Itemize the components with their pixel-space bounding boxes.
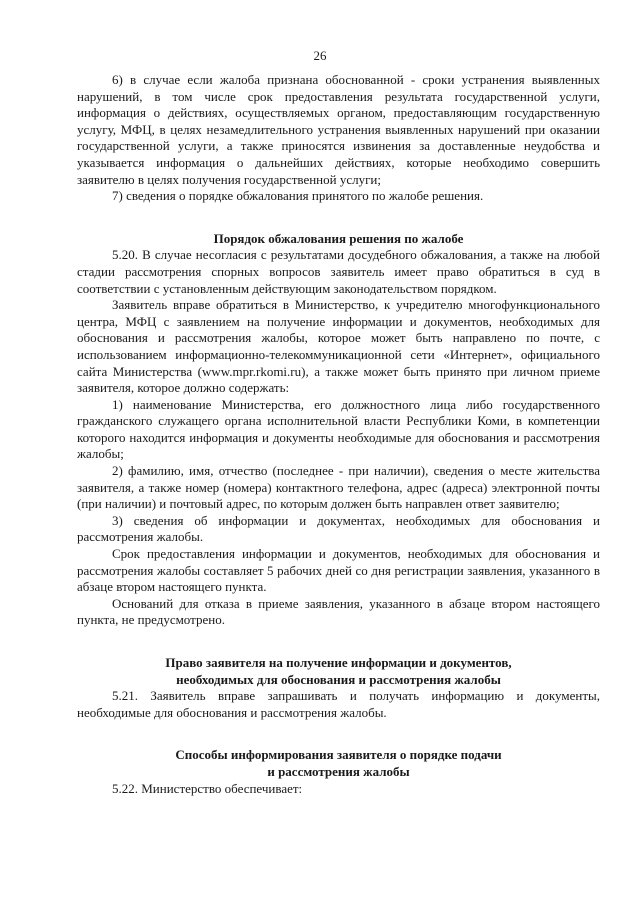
section-heading-line: необходимых для обоснования и рассмотрения жалобы: [176, 671, 501, 687]
paragraph: 2) фамилию, имя, отчество (последнее - при наличии), сведения о месте жительства заявителя, а также номер (номера) контактного телефона, адрес (адреса) электронной почты (при наличии) и почтовый адрес, по которым должен быть направлен ответ заявителю;: [77, 463, 600, 512]
page-number: 26: [313, 48, 327, 63]
paragraph: 6) в случае если жалоба признана обоснованной - сроки устранения выявленных нарушений, в том числе срок предоставления результата государственной услуги, информация о действиях, осуществляемых органом, предоставляющим государственную услугу, МФЦ, в целях незамедлительного устранения выявленных нарушений при оказании государственной услуги, а также приносятся извинения за доставленные неудобства и указывается информация о дальнейших действиях, которые необходимо совершить заявителю в целях получения государственной услуги;: [77, 72, 600, 187]
paragraph: Оснований для отказа в приеме заявления, указанного в абзаце втором настоящего пункта, не предусмотрено.: [77, 595, 600, 628]
section-heading-line: и рассмотрения жалобы: [267, 763, 410, 779]
section-heading: [77, 231, 600, 248]
paragraph: 5.22. Министерство обеспечивает:: [112, 780, 303, 796]
section-heading: [77, 747, 600, 780]
section-heading: [77, 655, 600, 688]
section-heading-line: Способы информирования заявителя о порядке подачи: [175, 747, 502, 763]
spacer: [77, 205, 600, 231]
paragraph: Срок предоставления информации и документов, необходимых для обоснования и рассмотрения жалобы составляет 5 рабочих дней со дня регистрации заявления, указанного в абзаце втором настоящего пункта.: [77, 546, 600, 595]
spacer: [77, 629, 600, 655]
paragraph: 3) сведения об информации и документах, необходимых для обоснования и рассмотрения жалобы.: [77, 512, 600, 545]
paragraph: Заявитель вправе обратиться в Министерство, к учредителю многофункционального центра, МФЦ с заявлением на получение информации и документов, необходимых для обоснования и рассмотрения жалобы, которое может быть направлено по почте, с использованием информационно-телекоммуникационной сети «Интернет», официального сайта Министерства (www.mpr.rkomi.ru), а также может быть принято при личном приеме заявителя, которое должно содержать:: [77, 297, 600, 396]
document-body: [77, 72, 600, 797]
section-heading-line: Порядок обжалования решения по жалобе: [213, 230, 464, 246]
spacer: [77, 721, 600, 747]
paragraph: 7) сведения о порядке обжалования принятого по жалобе решения.: [112, 188, 484, 204]
paragraph: 5.21. Заявитель вправе запрашивать и получать информацию и документы, необходимые для обоснования и рассмотрения жалобы.: [77, 688, 600, 720]
section-heading-line: Право заявителя на получение информации и документов,: [165, 655, 512, 670]
paragraph: 1) наименование Министерства, его должностного лица либо государственного гражданского служащего органа исполнительной власти Республики Коми, в компетенции которого находится информация и документы необходимые для обоснования и рассмотрения жалобы;: [77, 396, 600, 462]
paragraph: 5.20. В случае несогласия с результатами досудебного обжалования, а также на любой стадии рассмотрения спорных вопросов заявитель имеет право обратиться в суд в соответствии с установленным действующим законодательством порядком.: [77, 247, 600, 296]
